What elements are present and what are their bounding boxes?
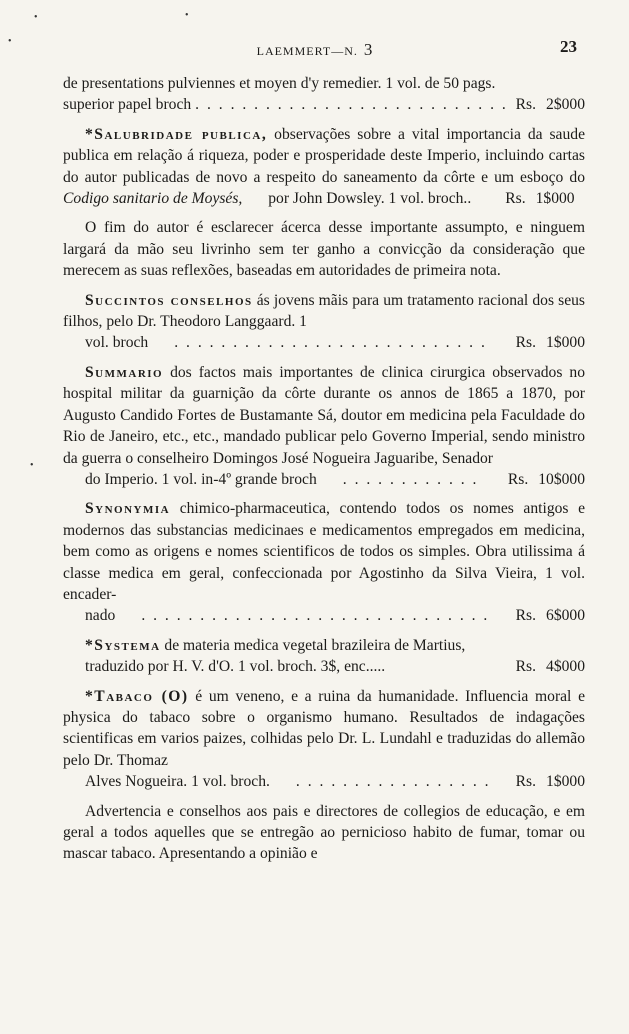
price-line	[63, 332, 585, 353]
entry-text: de materia medica vegetal brazileira de Martius,	[160, 636, 466, 654]
entry-advertencia	[63, 801, 585, 865]
price-label: Rs.	[505, 190, 526, 208]
entry-synonymia	[63, 498, 585, 626]
print-speck: •	[30, 460, 34, 471]
price	[494, 656, 585, 677]
leader-dots	[119, 605, 489, 626]
entry-text: Advertencia e conselhos aos pais e directores de collegios de educação, e em geral a todos aquelles que se entregão ao pernicioso habito de fumar, tomar ou mascar tabaco. Apresentando a opinião e	[63, 802, 585, 863]
running-header	[0, 40, 629, 60]
price-label: Rs.	[515, 658, 537, 676]
price-line	[246, 188, 574, 209]
print-speck: •	[34, 12, 38, 23]
print-speck: •	[185, 10, 189, 21]
price-label: Rs.	[515, 334, 537, 352]
entry-text: chimico-pharmaceutica, contendo todos os nomes antigos e modernos das substancias medicinaes e medicamentos empregados em medicina, bem como as origens e nomes scientificos de todos os simples. Obra utilissima á classe medica em geral, confeccionada por Agostinho da Silva Vieira, 1 vol. encader-	[63, 500, 585, 603]
entry-title: *Salubridade publica,	[85, 125, 268, 143]
entry-last-text: Alves Nogueira. 1 vol. broch.	[85, 773, 270, 791]
leader-dots	[274, 771, 490, 792]
price-value: 10$000	[538, 470, 585, 488]
price-label: Rs.	[507, 470, 529, 488]
issue-number: 3	[363, 40, 373, 59]
entry-title: Succintos conselhos	[85, 291, 253, 309]
price-label: Rs.	[515, 773, 537, 791]
entry-text: observações sobre a vital importancia da saude publica em relação á riqueza, poder e prosperidade deste Imperio, incluindo cartas do autor publicadas de novo a respeito do saneamento da côrte e um esboço do	[63, 125, 585, 186]
price-value: 1$000	[546, 334, 585, 352]
price-label: Rs.	[515, 96, 537, 114]
price	[494, 771, 585, 792]
entry-text: O fim do autor é esclarecer ácerca desse importante assumpto, e ninguem largará da mão seu livrinho sem ter ganho a convicção da consideração que merecem as suas reflexões, baseadas em autoridades de primeira nota.	[63, 219, 585, 280]
price-value: 1$000	[546, 773, 585, 791]
price-line	[63, 94, 585, 115]
price	[516, 94, 585, 115]
entry-text: é um veneno, e a ruina da humanidade. Influencia moral e physica do tabaco sobre o organismo humano. Resultados de indagações scientificas em varios paizes, colhidas pelo Dr. L. Lundahl e traduzidas do allemão pelo Dr. Thomaz	[63, 687, 585, 769]
entry-title: *Tabaco (O)	[85, 687, 189, 705]
entry-text: dos factos mais importantes de clinica cirurgica observados no hospital militar da guarnição da côrte durante os annos de 1865 a 1870, por Augusto Candido Fortes de Bustamante Sá, doutor em medicina pela Faculdade do Rio de Janeiro, etc., etc., mandado publicar pelo Governo Imperial, sendo ministro da guerra o conselheiro Domingos José Nogueira Jaguaribe, Senador	[63, 363, 585, 467]
price-label: Rs.	[515, 607, 537, 625]
entry-tabaco	[63, 686, 585, 793]
entry-last-text: traduzido por H. V. d'O. 1 vol. broch. 3$, enc.....	[85, 658, 386, 676]
print-speck: •	[8, 36, 12, 47]
entry-summario	[63, 362, 585, 490]
entry-last-text: por John Dowsley. 1 vol. broch..	[268, 190, 472, 208]
entry-title: Summario	[85, 363, 164, 381]
catalog-entries	[63, 73, 585, 873]
price	[494, 605, 585, 626]
entry-title: Synonymia	[85, 500, 171, 518]
price	[483, 188, 574, 209]
running-title: LAEMMERT—N.	[256, 44, 358, 58]
price-value: 4$000	[546, 658, 585, 676]
entry-systema	[63, 635, 585, 678]
price	[486, 469, 585, 490]
page-number: 23	[560, 37, 577, 56]
price-line	[63, 771, 585, 792]
leader-dots	[195, 94, 511, 115]
entry-last-text: do Imperio. 1 vol. in-4º grande broch	[85, 470, 317, 488]
entry-title: *Systema	[85, 636, 161, 654]
entry-last-text: nado	[85, 607, 116, 625]
price-value: 2$000	[546, 96, 585, 114]
price	[494, 332, 585, 353]
leader-dots	[152, 332, 489, 353]
price-line	[63, 656, 585, 677]
entry-salubridade	[63, 124, 585, 210]
entry-last-text: superior papel broch	[63, 96, 192, 114]
entry-fim	[63, 217, 585, 281]
price-line	[63, 469, 585, 490]
entry-presentations	[63, 73, 585, 116]
price-value: 1$000	[535, 190, 575, 208]
price-value: 6$000	[546, 607, 585, 625]
entry-last-text: vol. broch	[85, 334, 149, 352]
entry-text: de presentations pulviennes et moyen d'y remedier. 1 vol. de 50 pags.	[63, 75, 496, 92]
entry-succintos	[63, 290, 585, 354]
price-line	[63, 605, 585, 626]
leader-dots	[321, 469, 482, 490]
entry-italic-text: Codigo sanitario de Moysés,	[63, 190, 243, 208]
entry-text: ás jovens mãis para um tratamento racional dos seus filhos, pelo Dr. Theodoro Langgaard. 1	[63, 291, 585, 331]
